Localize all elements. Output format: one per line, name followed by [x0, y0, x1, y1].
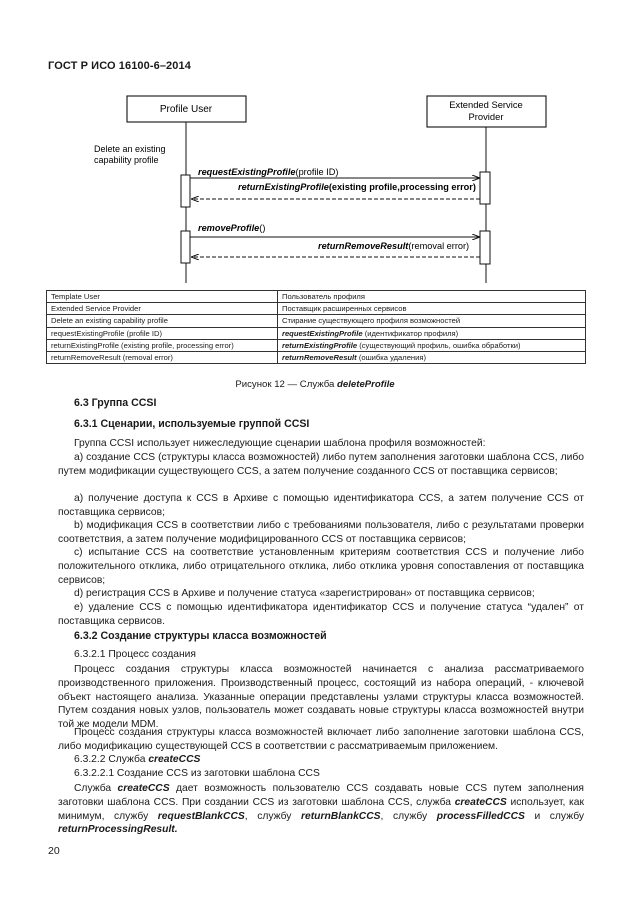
subsection-heading-6-3-2-1: 6.3.2.1 Процесс создания	[74, 649, 196, 660]
profile-user-label: Profile User	[159, 104, 213, 115]
page-header: ГОСТ Р ИСО 16100-6–2014	[48, 60, 191, 72]
legend-en: returnRemoveResult (removal error)	[47, 351, 278, 363]
list-item: e) удаление CCS с помощью идентификатора идентификатор CCS и получение статуса “удален” от поставщика сервисов.	[58, 602, 584, 627]
legend-en: Template User	[47, 291, 278, 303]
legend-ru: Пользователь профиля	[278, 291, 586, 303]
subsection-heading-6-3-2-2: 6.3.2.2 Служба createCCS	[74, 754, 201, 765]
legend-table	[46, 290, 586, 364]
list-item: c) испытание CCS на соответствие установленным критериям соответствия CCS и получение либо положительного отклика, либо отрицательного отклика, либо отклика уровня сопоставления от поставщика сервисов;	[58, 547, 584, 586]
message-return-existing-profile: returnExistingProfile(existing profile,processing error)	[238, 182, 476, 192]
table-row	[47, 303, 586, 315]
activation-esp-1	[480, 172, 490, 204]
activation-esp-2	[480, 231, 490, 264]
list-item: а) создание CCS (структуры класса возможностей) либо путем заполнения заготовки шаблона CCS, либо путем модификации существующего CCS, а затем получение созданного CCS от поставщика сервисов;	[58, 452, 584, 477]
activation-user-1	[181, 175, 190, 207]
paragraph: Процесс создания структуры класса возможностей включает либо заполнение заготовки шаблона CCS, либо модификацию существующей CCS в соответствии с рассматриваемым приложением.	[58, 727, 584, 752]
section-heading-6-3: 6.3 Группа CCSI	[74, 397, 157, 409]
table-row	[47, 339, 586, 351]
legend-en: Delete an existing capability profile	[47, 315, 278, 327]
section-heading-6-3-2: 6.3.2 Создание структуры класса возможностей	[74, 630, 327, 642]
list-item: а) получение доступа к CCS в Архиве с помощью идентификатора CCS, а затем получение CCS от поставщика сервисов;	[58, 493, 584, 518]
table-row	[47, 315, 586, 327]
paragraph: Служба createCCS дает возможность пользователю CCS создавать новые CCS путем заполнения заготовки шаблона CCS. При создании CCS из заготовки шаблона CCS, служба createCCS использует, как минимум, службу requestBlankCCS, службу returnBlankCCS, службу processFilledCCS и службу returnProcessingResult.	[58, 783, 585, 836]
page-number: 20	[48, 845, 60, 857]
message-return-remove-result: returnRemoveResult(removal error)	[318, 241, 470, 251]
table-row	[47, 327, 586, 339]
table-row	[47, 351, 586, 363]
paragraph: Процесс создания структуры класса возможностей начинается с анализа рассматриваемого производственного приложения. Производственный процесс, состоящий из набора операций, - ключевой объект настоящего анализа. Указанные операции представлены узлами структуры класса возможностей. Путем создания новых узлов, пользователь может создавать новые структуры класса возможностей внутри той же модели MDM.	[58, 664, 584, 731]
paragraph: Группа CCSI использует нижеследующие сценарии шаблона профиля возможностей:	[74, 438, 486, 449]
legend-ru: Поставщик расширенных сервисов	[278, 303, 586, 315]
scenario-label-line1: Delete an existing	[94, 144, 166, 154]
activation-user-2	[181, 231, 190, 263]
esp-label-line2: Provider	[468, 111, 504, 122]
table-row	[47, 291, 586, 303]
subsection-heading-6-3-2-2-1: 6.3.2.2.1 Создание CCS из заготовки шаблона CCS	[74, 768, 320, 779]
legend-ru: Стирание существующего профиля возможностей	[278, 315, 586, 327]
legend-ru: returnRemoveResult (ошибка удаления)	[278, 351, 586, 363]
sequence-diagram	[0, 0, 630, 290]
scenario-label-line2: capability profile	[94, 155, 159, 165]
message-remove-profile: removeProfile()	[198, 223, 266, 233]
legend-en: Extended Service Provider	[47, 303, 278, 315]
legend-en: returnExistingProfile (existing profile, processing error)	[47, 339, 278, 351]
esp-label-line1: Extended Service	[449, 99, 523, 110]
message-request-existing-profile: requestExistingProfile(profile ID)	[198, 167, 339, 177]
figure-caption: Рисунок 12 — Служба deleteProfile	[235, 379, 395, 390]
section-heading-6-3-1: 6.3.1 Сценарии, используемые группой CCSI	[74, 418, 310, 430]
legend-ru: returnExistingProfile (существующий профиль, ошибка обработки)	[278, 339, 586, 351]
legend-en: requestExistingProfile (profile ID)	[47, 327, 278, 339]
list-item: b) модификация CCS в соответствии либо с требованиями пользователя, либо с результатами проверки соответствия, а затем получение модифицированного CCS от поставщика сервисов;	[58, 520, 584, 545]
legend-ru: requestExistingProfile (идентификатор профиля)	[278, 327, 586, 339]
list-item: d) регистрация CCS в Архиве и получение статуса «зарегистрирован» от поставщика сервисов;	[74, 588, 535, 599]
